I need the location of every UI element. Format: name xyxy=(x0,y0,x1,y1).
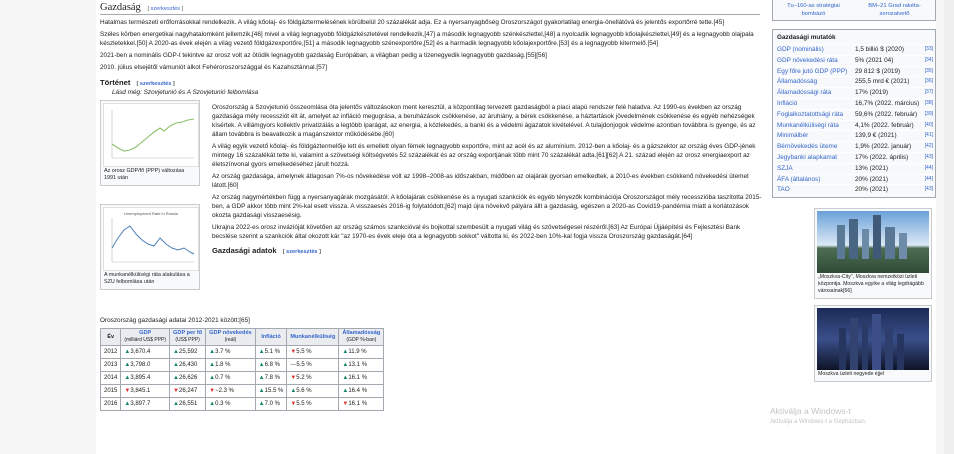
cell-value: 5.1 % xyxy=(264,349,280,355)
data-cell xyxy=(339,385,384,398)
year-cell: 2012 xyxy=(101,346,121,359)
infobox-label[interactable]: TAO xyxy=(777,186,790,194)
data-cell xyxy=(287,346,339,359)
section-title: Gazdaság xyxy=(100,2,141,13)
header-label: Munkanélküliség xyxy=(290,333,336,340)
cell-value: 26,551 xyxy=(179,401,198,407)
cell-value: 5.2 % xyxy=(296,375,312,381)
infobox-row xyxy=(775,184,933,195)
subsection-title: Gazdasági adatok xyxy=(212,246,277,255)
infobox-label[interactable]: Egy főre jutó GDP (PPP) xyxy=(777,67,848,75)
infobox-label[interactable]: ÁFA (általános) xyxy=(777,175,821,183)
cell-value: 5.5 % xyxy=(296,349,312,355)
data-cell xyxy=(255,385,287,398)
paragraph: Az ország gazdasága, amelynek átlagosan 7%-os növekedése volt az 1998–2008-as időszakban, midőben az olajárak gyorsan emelkedtek, a 2010-es években csökkenő növekedési ütemet látott.[60] xyxy=(212,173,749,189)
infobox-row xyxy=(775,98,933,109)
cell-value: 5.5 % xyxy=(296,401,312,407)
trend-up-icon: ▲ xyxy=(209,375,216,381)
unemployment-chart-image xyxy=(103,207,199,271)
infobox-value: 29 812 $ (2019) xyxy=(855,67,901,75)
infobox-row xyxy=(775,152,933,163)
right-sidebar xyxy=(772,0,936,382)
thumbnail-gdp-chart[interactable] xyxy=(100,100,200,186)
thumbnail-caption: Az orosz GDP/fő (PPP) változása 1991 után xyxy=(104,168,185,181)
edit-link[interactable]: szerkesztés xyxy=(286,249,318,255)
infobox-ref[interactable]: [42] xyxy=(924,143,933,150)
image-caption: „Moszkva-City”, Moszkva nemzetközi üzleti központja. Moszkva egyike a világ legdrágább városainak[66] xyxy=(818,274,924,295)
trend-up-icon: ▲ xyxy=(258,388,265,394)
article-page xyxy=(96,0,936,454)
paragraph: Az ország nagymértékben függ a nyersanyagárak mozgásától. A kőolajárak csökkenése és a nyugati szankciók és egyéb tényezők kombinációja Oroszországot mély recesszióba taszította 2015-ben, a GDP akkor több mint 2%-kal esett vissza. A visszaesés 2016-ig folytatódott,[62] majd újra növekvő pályára állt a gazdaság, egészen a 2020-as Covid19-pandémia miatt a korlátozások okozta gazdasági visszaesésig. xyxy=(212,194,762,219)
infobox-label[interactable]: Államadóssági ráta xyxy=(777,89,832,97)
data-cell xyxy=(170,346,206,359)
trend-down-icon: ▼ xyxy=(173,388,179,394)
trend-up-icon: ▲ xyxy=(209,349,216,355)
watermark-line-1: Aktiválja a Windows-t xyxy=(770,406,851,416)
infobox-ref[interactable]: [44] xyxy=(924,164,933,171)
paragraph: 2021-ben a nominális GDP-t tekintve az orosz volt az ötödik legnagyobb gazdaság Európában, a világban pedig a tizenegyedik legnagyobb gazdaság.[55][56] xyxy=(100,52,547,59)
data-cell xyxy=(170,385,206,398)
infobox-ref[interactable]: [43] xyxy=(924,153,933,160)
trend-up-icon: ▲ xyxy=(124,401,131,407)
thumbnail-caption: A munkanélküliségi ráta alakulása a SZU felbomlása után xyxy=(104,272,190,285)
infobox-ref[interactable]: [38] xyxy=(924,99,933,106)
data-cell xyxy=(339,359,384,372)
infobox-row xyxy=(775,66,933,77)
infobox-label[interactable]: Jegybanki alapkamat xyxy=(777,153,838,161)
paragraph: 2010. július elsejétől vámuniót alkot Fehéroroszországgal és Kazahsztánnal.[57] xyxy=(100,64,327,71)
cell-value: 15.5 % xyxy=(264,388,284,394)
data-cell xyxy=(255,398,287,411)
subsection-title: Történet xyxy=(100,78,131,87)
data-cell xyxy=(339,372,384,385)
economic-data-table xyxy=(100,328,384,411)
trend-up-icon: ▲ xyxy=(173,349,179,355)
infobox-value: 20% (2021) xyxy=(855,175,889,183)
data-cell xyxy=(170,359,206,372)
trend-up-icon: ▲ xyxy=(258,349,265,355)
image-night-skyline xyxy=(817,308,929,370)
cell-value: 26,430 xyxy=(179,362,198,368)
data-cell xyxy=(121,359,170,372)
trend-up-icon: ▲ xyxy=(342,375,349,381)
table-row xyxy=(101,398,384,411)
header-label: Év xyxy=(107,333,115,340)
trend-up-icon: ▲ xyxy=(173,375,179,381)
trend-up-icon: ▲ xyxy=(290,388,297,394)
cell-value: 3,897.7 xyxy=(130,401,151,407)
table-intro: Oroszország gazdasági adatai 2012-2021 között:[65] xyxy=(100,317,250,324)
cell-value: 6.8 % xyxy=(264,362,280,368)
table-row xyxy=(101,359,384,372)
trend-up-icon: ▲ xyxy=(342,349,349,355)
infobox-value: 59,6% (2022. február) xyxy=(855,110,918,118)
cell-value: 26,247 xyxy=(179,388,198,394)
gdp-chart-image xyxy=(103,103,199,167)
cell-value: 7.0 % xyxy=(264,401,280,407)
infobox-row xyxy=(775,174,933,185)
infobox-ref[interactable]: [39] xyxy=(924,110,933,117)
infobox-value: 17% (2022. április) xyxy=(855,153,909,161)
infobox-caption-link[interactable]: BM–21 Grad rakéta-sorozatvető xyxy=(868,3,921,17)
data-cell xyxy=(170,398,206,411)
article-body xyxy=(100,0,762,407)
data-cell xyxy=(287,359,339,372)
header-sublabel: (US$ PPP) xyxy=(175,337,200,343)
data-cell xyxy=(287,385,339,398)
cell-value: 25,592 xyxy=(179,349,198,355)
data-cell xyxy=(206,398,256,411)
trend-down-icon: ▼ xyxy=(209,388,216,394)
history-text xyxy=(212,100,762,257)
infobox-row xyxy=(775,141,933,152)
table-row xyxy=(101,372,384,385)
table-row xyxy=(101,385,384,398)
infobox-value: 139,9 € (2021) xyxy=(855,132,897,140)
cell-value: 3.7 % xyxy=(215,349,231,355)
infobox-label[interactable]: SZJA xyxy=(777,164,793,172)
infobox-ref[interactable]: [36] xyxy=(924,78,933,85)
data-cell xyxy=(287,372,339,385)
table-header-cell[interactable] xyxy=(339,329,384,346)
cell-value: 3,798.0 xyxy=(130,362,151,368)
data-cell xyxy=(255,372,287,385)
data-cell xyxy=(206,385,256,398)
thumbnail-unemployment-chart[interactable] xyxy=(100,204,200,290)
scrollbar[interactable] xyxy=(944,0,954,454)
trend-down-icon: ▼ xyxy=(290,349,297,355)
infobox-label[interactable]: Munkanélküliségi ráta xyxy=(777,121,839,129)
infobox-row xyxy=(775,55,933,66)
infobox-ref[interactable]: [34] xyxy=(924,56,933,63)
cell-value: 0.3 % xyxy=(215,401,231,407)
cell-value: 26,626 xyxy=(179,375,198,381)
data-cell xyxy=(255,359,287,372)
trend-up-icon: ▲ xyxy=(258,375,265,381)
paragraph: Oroszország a Szovjetunió összeomlása óta jelentős változásokon ment keresztül, a központilag tervezett gazdaságból a piaci alapú rendszer felé haladva. Az 1990-es években az ország gazdasága mély recessziót élt át, amelyet az infláció megugrása, a beruházások csökkenése, az áruhiány, a bérek csökkenése, a háztartások jövedelmének csökkenése és egyéb nehézségek kísértek. A villámgyors kollektív privatizálás a legtöbb iparágat, az energia, a közlekedés, a banki és a védelmi ágazatok kivételével. A tulajdonjogok védelme azonban továbbra is gyenge, és az állam továbbra is beavatkozik a magánszektor működésébe.[60] xyxy=(212,104,756,138)
infobox-value: 1,5 billió $ (2020) xyxy=(855,46,905,53)
infobox-label[interactable]: Minimálbér xyxy=(777,132,809,140)
infobox-value: 20% (2021) xyxy=(855,186,889,194)
windows-activation-watermark xyxy=(770,406,866,428)
data-cell xyxy=(287,398,339,411)
header-sublabel: (reál) xyxy=(224,337,237,343)
infobox-row xyxy=(775,87,933,98)
infobox-ref[interactable]: [40] xyxy=(924,121,933,128)
cell-value: −2.3 % xyxy=(215,388,234,394)
infobox-value: 5% (2021 04) xyxy=(855,56,894,64)
trend-up-icon: ▲ xyxy=(124,375,131,381)
infobox-ref[interactable]: [37] xyxy=(924,89,933,96)
data-cell xyxy=(206,359,256,372)
infobox-ref[interactable]: [41] xyxy=(924,132,933,139)
infobox-label[interactable]: Bérnövekedés üteme xyxy=(777,143,838,151)
cell-value: 3,845.1 xyxy=(130,388,151,394)
paragraph: Hatalmas természeti erőforrásokkal rendelkezik. A világ kőolaj- és földgáztermelésének körülbelül 20 százalékát adja. Ez a nyersanyagbőség Oroszországot gyakorlatilag energia-önellátóvá és jelentős exportőrré tette.[45] xyxy=(100,19,725,26)
cell-value: 3,895.4 xyxy=(130,375,151,381)
image-caption: Moszkva üzleti negyede éjjel xyxy=(818,371,885,378)
paragraph: Ukrajna 2022-es orosz invázióját követően az ország számos szankcióval és bojkottal szembesült a nyugati világ és szövetségesei részéről.[63] Az Európai Újjáépítési és Fejlesztési Bank becslése szerint a szankciók által okozott kár "az 1970-es évek eleje óta a legnagyobb sokkot" váltotta ki, és 2022-ben 10%-kal fogja vissza Oroszország gazdaságát.[64] xyxy=(212,224,741,240)
trend-down-icon: ▼ xyxy=(290,375,297,381)
header-label: GDP növekedés xyxy=(209,330,252,336)
paragraph: A világ egyik vezető kőolaj- és földgáztermelője lett és emellett olyan fémek legnagyobb exportőre, mint az acél és az alumínium. 2012-ben a kőolaj- és a gázszektor az ország éves GDP-jének mintegy 16 százalékát tette ki, valamint a szövetségi költségvetés 52 százalékát és az ország exportjának több mint 70 százalékát adta.[61][62] A 21. század elején az orosz energiaexport az életszínvonal gyors emelkedéséhez járult hozzá. xyxy=(212,143,756,168)
infobox-value: 17% (2019) xyxy=(855,89,889,97)
table-header-cell[interactable] xyxy=(206,329,256,346)
year-cell: 2015 xyxy=(101,385,121,398)
trend-up-icon: ▲ xyxy=(209,401,216,407)
trend-down-icon: ▼ xyxy=(290,401,297,407)
cell-value: 0.7 % xyxy=(215,375,231,381)
cell-value: 16.1 % xyxy=(348,375,368,381)
header-sublabel: (milliárd US$ PPP) xyxy=(124,337,167,343)
header-label: GDP per fő xyxy=(173,330,203,336)
infobox-label[interactable]: Államadósság xyxy=(777,78,818,86)
infobox-label[interactable]: GDP (nominális) xyxy=(777,46,824,53)
infobox-ref[interactable]: [43] xyxy=(924,186,933,193)
cell-value: 7.8 % xyxy=(264,375,280,381)
infobox-row xyxy=(775,120,933,131)
chart-title: Unemployment Rate in Russia xyxy=(123,211,179,216)
table-header-cell[interactable] xyxy=(121,329,170,346)
data-cell xyxy=(121,385,170,398)
year-cell: 2013 xyxy=(101,359,121,372)
infobox-caption-link[interactable]: Tu–160-as stratégiai bombázó xyxy=(787,3,840,17)
data-cell xyxy=(121,398,170,411)
subsection-heading-tortenet: Történet [ szerkesztés ] xyxy=(100,78,175,87)
moscow-city-image[interactable] xyxy=(814,208,932,299)
header-sublabel: (GDP %-ban) xyxy=(346,337,377,343)
infobox-ref[interactable]: [33] xyxy=(924,46,933,52)
infobox-label[interactable]: Foglalkoztatottsági ráta xyxy=(777,110,844,118)
table-header-cell[interactable] xyxy=(170,329,206,346)
infobox-value: 255,5 mrd € (2021) xyxy=(855,78,910,86)
infobox-row xyxy=(775,163,933,174)
data-cell xyxy=(206,372,256,385)
trend-down-icon: ▼ xyxy=(342,401,349,407)
economic-indicators-infobox xyxy=(772,29,936,198)
infobox-title: Gazdasági mutatók xyxy=(777,34,836,41)
infobox-gallery-captions xyxy=(772,0,936,21)
trend-up-icon: ▲ xyxy=(173,362,179,368)
header-label: GDP xyxy=(139,330,152,336)
cell-value: 16.1 % xyxy=(348,401,368,407)
infobox-row xyxy=(775,44,933,55)
cell-value: 5.5 % xyxy=(296,362,312,368)
data-cell xyxy=(170,372,206,385)
infobox-label[interactable]: Infláció xyxy=(777,99,798,107)
cell-value: 5.6 % xyxy=(296,388,312,394)
cell-value: 16.4 % xyxy=(348,388,368,394)
cell-value: 13.1 % xyxy=(348,362,368,368)
trend-up-icon: ▲ xyxy=(342,362,349,368)
subsection-heading-gazdasagi-adatok: Gazdasági adatok [ szerkesztés ] xyxy=(212,246,321,255)
infobox-label[interactable]: GDP növekedési ráta xyxy=(777,56,838,64)
infobox-ref[interactable]: [44] xyxy=(924,175,933,182)
image-skyline xyxy=(817,211,929,273)
year-cell: 2014 xyxy=(101,372,121,385)
infobox-value: 13% (2021) xyxy=(855,164,889,172)
trend-up-icon: ▲ xyxy=(342,388,349,394)
data-cell xyxy=(255,346,287,359)
header-label: Infláció xyxy=(261,333,281,340)
infobox-row xyxy=(775,76,933,87)
data-cell xyxy=(339,398,384,411)
table-header-cell[interactable] xyxy=(255,329,287,346)
trend-up-icon: ▲ xyxy=(173,401,179,407)
infobox-row xyxy=(775,109,933,120)
infobox-value: 4,1% (2022. február) xyxy=(855,121,914,129)
data-cell xyxy=(339,346,384,359)
cell-value: 1.8 % xyxy=(215,362,231,368)
section-heading-gazdasag: Gazdaság [ szerkesztés ] xyxy=(100,2,760,15)
trend-up-icon: ▲ xyxy=(258,401,265,407)
trend-up-icon: ▲ xyxy=(124,349,131,355)
infobox-value: 16,7% (2022. március) xyxy=(855,99,920,107)
hatnote: Lásd még: Szovjetunió és A Szovjetunió felbomlása xyxy=(112,89,259,96)
header-label: Államadósság xyxy=(342,330,381,336)
trend-down-icon: ▼ xyxy=(124,388,131,394)
table-row xyxy=(101,346,384,359)
edit-link[interactable]: szerkesztés xyxy=(150,6,181,12)
table-header-cell[interactable] xyxy=(287,329,339,346)
trend-up-icon: ▲ xyxy=(124,362,131,368)
data-cell xyxy=(121,346,170,359)
cell-value: 11.9 % xyxy=(348,349,367,355)
trend-up-icon: ▲ xyxy=(209,362,216,368)
infobox-ref[interactable]: [35] xyxy=(924,67,933,74)
infobox-value: 1,9% (2022. január) xyxy=(855,143,912,151)
data-cell xyxy=(121,372,170,385)
table-header-cell xyxy=(101,329,121,346)
edit-link[interactable]: szerkesztés xyxy=(139,81,172,87)
cell-value: 3,670.4 xyxy=(130,349,151,355)
infobox-row xyxy=(775,130,933,141)
moscow-night-image[interactable] xyxy=(814,305,932,382)
data-cell xyxy=(206,346,256,359)
paragraph: Széles körben energetikai nagyhatalomként jellemzik,[46] mivel a világ legnagyobb földgázkészletével rendelkezik,[47] a második legnagyobb szénkészlettel,[48] a nyolcadik legnagyobb kőolajkészlettel,[49] és a legnagyobb olajpala készletekkel.[50] A 2020-as évek elején a világ vezető földgázexportőre,[51] a második legnagyobb szénexportőre,[52] és a harmadik legnagyobb kőolajexportőre.[53] és a legnagyobb kitermelő.[54] xyxy=(100,31,754,47)
year-cell: 2016 xyxy=(101,398,121,411)
trend-eq-icon: — xyxy=(290,362,297,368)
watermark-line-2: Aktiválja a Windows-t a Gépházban. xyxy=(770,419,867,425)
trend-up-icon: ▲ xyxy=(258,362,265,368)
